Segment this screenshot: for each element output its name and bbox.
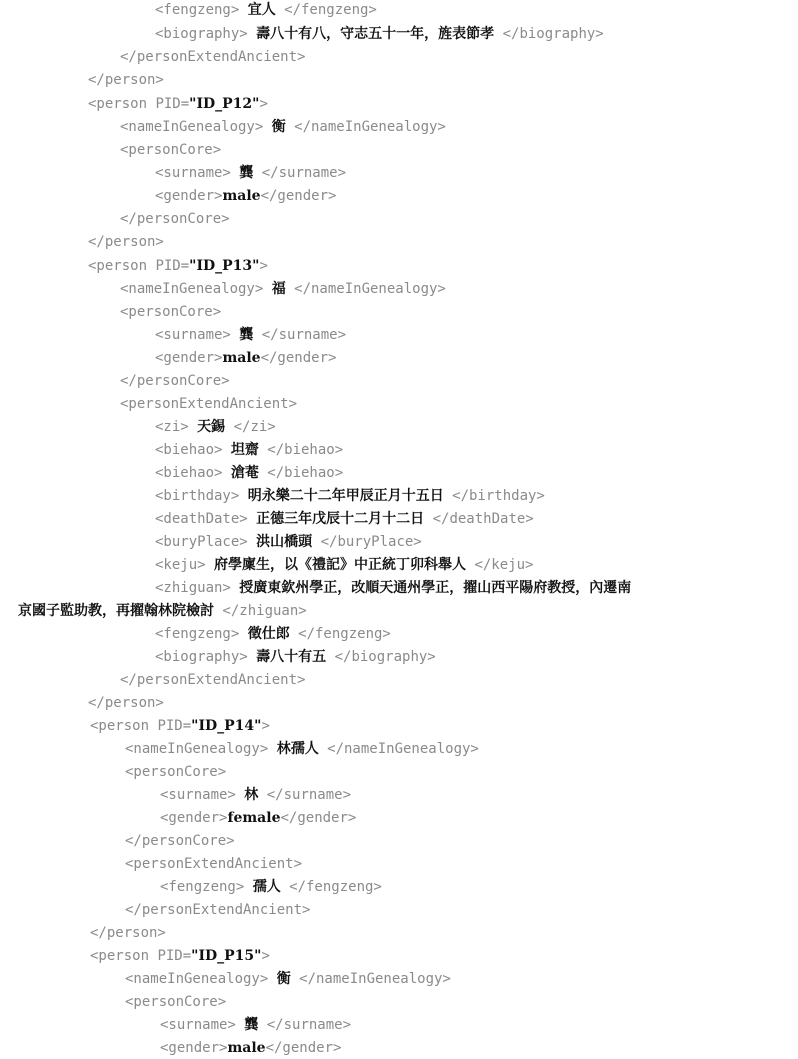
element-value: 宜人 bbox=[247, 2, 276, 18]
code-line bbox=[155, 440, 343, 460]
code-line bbox=[155, 417, 276, 437]
open-tag: <personExtendAncient> bbox=[125, 856, 303, 872]
code-line bbox=[120, 279, 446, 299]
attribute-equals: = bbox=[180, 258, 190, 274]
open-tag: <zhiguan> bbox=[155, 580, 240, 596]
close-tag: </person> bbox=[88, 695, 164, 711]
open-tag: <personCore> bbox=[120, 142, 222, 158]
open-tag: <biography> bbox=[155, 26, 257, 42]
code-line bbox=[160, 1038, 341, 1058]
close-tag: </surname> bbox=[253, 165, 347, 181]
code-line bbox=[155, 578, 631, 598]
code-line bbox=[120, 394, 297, 414]
code-line bbox=[155, 647, 436, 667]
code-line bbox=[160, 785, 351, 805]
element-value: male bbox=[222, 188, 261, 204]
open-tag: <person bbox=[88, 96, 156, 112]
open-tag: <surname> bbox=[160, 787, 245, 803]
code-line bbox=[125, 969, 451, 989]
code-line bbox=[155, 325, 346, 345]
code-line bbox=[125, 854, 302, 874]
code-line bbox=[125, 831, 235, 851]
element-value: 天錫 bbox=[197, 419, 226, 435]
element-value: 坦齋 bbox=[230, 442, 259, 458]
element-value: 滄菴 bbox=[230, 465, 259, 481]
code-line bbox=[155, 532, 422, 552]
element-value: 壽八十有八，守志五十一年，旌表節孝 bbox=[256, 26, 495, 42]
attribute-value: "ID_P14" bbox=[191, 718, 262, 734]
open-tag: <personCore> bbox=[125, 764, 227, 780]
open-tag: <birthday> bbox=[155, 488, 248, 504]
open-tag-end: > bbox=[261, 718, 270, 734]
close-tag: </person> bbox=[88, 72, 164, 88]
element-value: 福 bbox=[271, 281, 286, 297]
attribute-name: PID bbox=[155, 258, 181, 274]
open-tag-end: > bbox=[261, 948, 270, 964]
open-tag: <fengzeng> bbox=[155, 626, 248, 642]
close-tag: </nameInGenealogy> bbox=[290, 971, 451, 987]
code-line bbox=[18, 601, 307, 621]
code-line bbox=[160, 1015, 351, 1035]
close-tag: </nameInGenealogy> bbox=[285, 119, 446, 135]
open-tag: <buryPlace> bbox=[155, 534, 257, 550]
close-tag: </fengzeng> bbox=[275, 2, 377, 18]
element-value: 林孺人 bbox=[276, 741, 319, 757]
code-line bbox=[88, 94, 268, 114]
code-line bbox=[88, 693, 164, 713]
close-tag: </buryPlace> bbox=[312, 534, 422, 550]
code-line bbox=[155, 555, 533, 575]
open-tag: <nameInGenealogy> bbox=[120, 119, 272, 135]
open-tag: <personExtendAncient> bbox=[120, 396, 298, 412]
element-value-continued: 京國子監助教，再擢翰林院檢討 bbox=[18, 603, 214, 619]
open-tag-end: > bbox=[259, 258, 268, 274]
code-line bbox=[125, 992, 226, 1012]
element-value: 龔 bbox=[244, 1017, 259, 1033]
close-tag: </surname> bbox=[253, 327, 347, 343]
code-line bbox=[160, 877, 382, 897]
attribute-value: "ID_P15" bbox=[191, 948, 262, 964]
code-line bbox=[120, 140, 221, 160]
element-value: 林 bbox=[244, 787, 259, 803]
close-tag: </person> bbox=[88, 234, 164, 250]
close-tag: </biehao> bbox=[258, 442, 344, 458]
open-tag: <fengzeng> bbox=[155, 2, 248, 18]
close-tag: </zi> bbox=[225, 419, 276, 435]
open-tag: <gender> bbox=[160, 1040, 228, 1056]
code-line bbox=[155, 186, 336, 206]
open-tag: <gender> bbox=[155, 188, 223, 204]
element-value: 正德三年戊辰十二月十二日 bbox=[256, 511, 425, 527]
code-line bbox=[155, 24, 604, 44]
open-tag: <personCore> bbox=[125, 994, 227, 1010]
code-line bbox=[125, 739, 479, 759]
code-line bbox=[90, 923, 166, 943]
code-line bbox=[88, 256, 268, 276]
attribute-equals: = bbox=[180, 96, 190, 112]
attribute-name: PID bbox=[157, 718, 183, 734]
open-tag: <keju> bbox=[155, 557, 215, 573]
attribute-name: PID bbox=[155, 96, 181, 112]
attribute-name: PID bbox=[157, 948, 183, 964]
close-tag: </deathDate> bbox=[424, 511, 534, 527]
open-tag: <biehao> bbox=[155, 465, 231, 481]
open-tag: <surname> bbox=[160, 1017, 245, 1033]
code-line bbox=[160, 808, 356, 828]
code-line bbox=[155, 163, 346, 183]
close-tag: </personExtendAncient> bbox=[120, 672, 306, 688]
close-tag: </gender> bbox=[260, 350, 337, 366]
code-line bbox=[155, 348, 336, 368]
code-line bbox=[155, 624, 391, 644]
open-tag: <nameInGenealogy> bbox=[120, 281, 272, 297]
code-line bbox=[155, 0, 377, 20]
code-line bbox=[155, 463, 343, 483]
element-value: 龔 bbox=[239, 327, 254, 343]
open-tag: <nameInGenealogy> bbox=[125, 971, 277, 987]
element-value: 徵仕郎 bbox=[247, 626, 290, 642]
open-tag: <person bbox=[90, 948, 158, 964]
open-tag: <fengzeng> bbox=[160, 879, 253, 895]
close-tag: </gender> bbox=[280, 810, 357, 826]
attribute-value: "ID_P13" bbox=[189, 258, 260, 274]
code-line bbox=[120, 47, 305, 67]
code-line bbox=[120, 371, 230, 391]
close-tag: </gender> bbox=[265, 1040, 342, 1056]
code-line bbox=[120, 302, 221, 322]
code-line bbox=[155, 486, 545, 506]
close-tag: </biehao> bbox=[258, 465, 344, 481]
close-tag: </fengzeng> bbox=[289, 626, 391, 642]
close-tag: </personCore> bbox=[120, 373, 230, 389]
code-line bbox=[120, 209, 230, 229]
close-tag: </nameInGenealogy> bbox=[318, 741, 479, 757]
element-value: male bbox=[222, 350, 261, 366]
close-tag: </surname> bbox=[258, 1017, 352, 1033]
open-tag: <zi> bbox=[155, 419, 198, 435]
close-tag: </biography> bbox=[326, 649, 436, 665]
code-line bbox=[125, 762, 226, 782]
open-tag: <biehao> bbox=[155, 442, 231, 458]
code-line bbox=[125, 900, 310, 920]
close-tag: </biography> bbox=[494, 26, 604, 42]
element-value: 孺人 bbox=[252, 879, 281, 895]
close-tag: </surname> bbox=[258, 787, 352, 803]
open-tag: <deathDate> bbox=[155, 511, 257, 527]
element-value: 龔 bbox=[239, 165, 254, 181]
close-tag: </personCore> bbox=[125, 833, 235, 849]
open-tag: <biography> bbox=[155, 649, 257, 665]
element-value: 衡 bbox=[271, 119, 286, 135]
element-value: 壽八十有五 bbox=[256, 649, 327, 665]
code-line bbox=[120, 670, 305, 690]
code-line bbox=[90, 946, 270, 966]
close-tag: </nameInGenealogy> bbox=[285, 281, 446, 297]
element-value: 授廣東欽州學正，改順天通州學正，擢山西平陽府教授，內遷南 bbox=[239, 580, 632, 596]
attribute-equals: = bbox=[182, 718, 192, 734]
close-tag: </personExtendAncient> bbox=[125, 902, 311, 918]
element-value: 府學廩生，以《禮記》中正統丁卯科舉人 bbox=[214, 557, 467, 573]
attribute-value: "ID_P12" bbox=[189, 96, 260, 112]
code-line bbox=[155, 509, 534, 529]
code-line bbox=[88, 232, 164, 252]
element-value: 衡 bbox=[276, 971, 291, 987]
open-tag: <person bbox=[88, 258, 156, 274]
element-value: male bbox=[227, 1040, 266, 1056]
close-tag: </zhiguan> bbox=[214, 603, 307, 619]
close-tag: </keju> bbox=[466, 557, 534, 573]
close-tag: </personExtendAncient> bbox=[120, 49, 306, 65]
element-value: 明永樂二十二年甲辰正月十五日 bbox=[247, 488, 444, 504]
attribute-equals: = bbox=[182, 948, 192, 964]
element-value: 洪山橋頭 bbox=[256, 534, 313, 550]
close-tag: </birthday> bbox=[443, 488, 545, 504]
close-tag: </gender> bbox=[260, 188, 337, 204]
element-value: female bbox=[227, 810, 281, 826]
open-tag: <surname> bbox=[155, 165, 240, 181]
open-tag: <nameInGenealogy> bbox=[125, 741, 277, 757]
code-line bbox=[90, 716, 270, 736]
close-tag: </person> bbox=[90, 925, 166, 941]
close-tag: </fengzeng> bbox=[280, 879, 382, 895]
open-tag: <surname> bbox=[155, 327, 240, 343]
code-line bbox=[88, 70, 164, 90]
open-tag: <gender> bbox=[160, 810, 228, 826]
open-tag: <person bbox=[90, 718, 158, 734]
close-tag: </personCore> bbox=[120, 211, 230, 227]
open-tag: <gender> bbox=[155, 350, 223, 366]
code-line bbox=[120, 117, 446, 137]
open-tag-end: > bbox=[259, 96, 268, 112]
open-tag: <personCore> bbox=[120, 304, 222, 320]
